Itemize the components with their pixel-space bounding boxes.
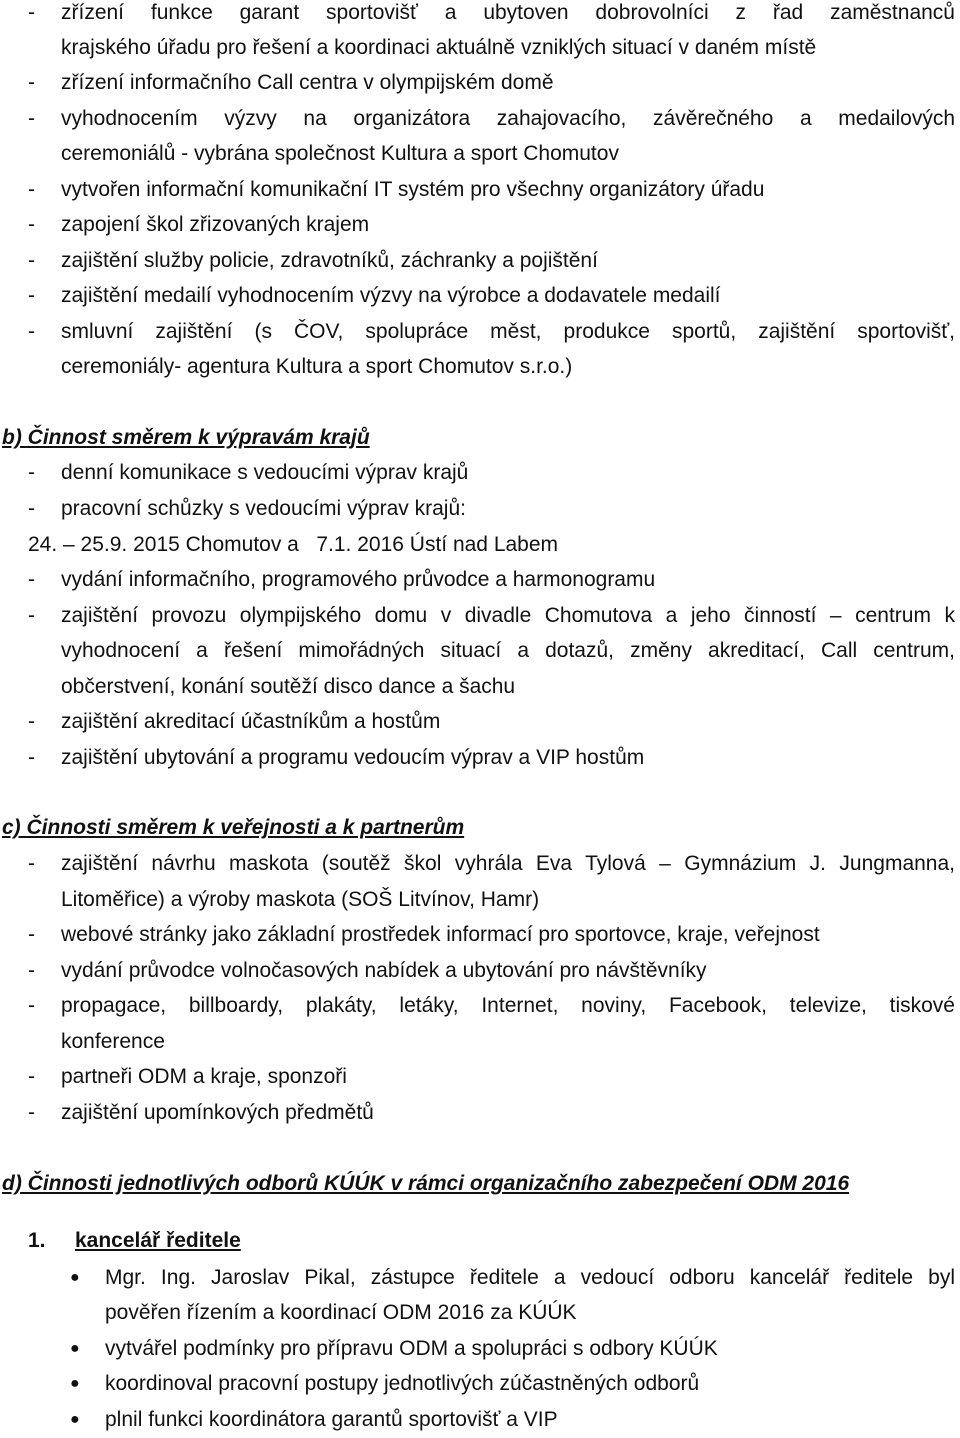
section-heading-c: c) Činnosti směrem k veřejnosti a k partnerům bbox=[2, 816, 465, 839]
dash: - bbox=[28, 852, 35, 875]
list-item-line: zajištění akreditací účastníkům a hostům bbox=[61, 710, 441, 733]
bullet-icon: ● bbox=[70, 1375, 80, 1392]
list-item-line: zapojení škol zřizovaných krajem bbox=[61, 213, 370, 236]
dash: - bbox=[28, 461, 35, 484]
dash: - bbox=[28, 213, 35, 236]
list-item-line: vyhodnocením výzvy na organizátora zahajovacího, závěrečného a medailových bbox=[61, 107, 955, 130]
list-item-line: vydání průvodce volnočasových nabídek a ubytování pro návštěvníky bbox=[61, 959, 707, 982]
list-item-line: denní komunikace s vedoucími výprav krajů bbox=[61, 461, 469, 484]
dash: - bbox=[28, 1065, 35, 1088]
list-item-line: zajištění medailí vyhodnocením výzvy na výrobce a dodavatele medailí bbox=[61, 284, 721, 307]
list-item-line: krajského úřadu pro řešení a koordinaci aktuálně vzniklých situací v daném místě bbox=[61, 36, 817, 59]
dash: - bbox=[28, 994, 35, 1017]
list-item-line: zajištění služby policie, zdravotníků, záchranky a pojištění bbox=[61, 249, 598, 272]
list-item-line: pracovní schůzky s vedoucími výprav krajů: bbox=[61, 497, 466, 520]
list-item-line: konference bbox=[61, 1030, 165, 1053]
dash: - bbox=[28, 746, 35, 769]
list-item-line: Litoměřice) a výroby maskota (SOŠ Litvínov, Hamr) bbox=[61, 888, 540, 911]
list-item-line: zřízení funkce garant sportovišť a ubytoven dobrovolníci z řad zaměstnanců bbox=[61, 1, 955, 24]
dash: - bbox=[28, 568, 35, 591]
dash: - bbox=[28, 1101, 35, 1124]
list-item-line: ceremoniálů - vybrána společnost Kultura a sport Chomutov bbox=[61, 142, 619, 165]
list-item-line: vyhodnocení a řešení mimořádných situací a dotazů, změny akreditací, Call centrum, bbox=[61, 639, 955, 662]
dash: - bbox=[28, 604, 35, 627]
bullet-icon: ● bbox=[70, 1340, 80, 1357]
list-item-line: občerstvení, konání soutěží disco dance a šachu bbox=[61, 675, 516, 698]
bullet-icon: ● bbox=[70, 1411, 80, 1428]
list-item-line: vytvořen informační komunikační IT systém pro všechny organizátory úřadu bbox=[61, 178, 765, 201]
section-heading-b: b) Činnost směrem k výpravám krajů bbox=[2, 426, 370, 449]
bullet-item-line: koordinoval pracovní postupy jednotlivých zúčastněných odborů bbox=[105, 1372, 700, 1395]
list-item-line: webové stránky jako základní prostředek informací pro sportovce, kraje, veřejnost bbox=[61, 923, 820, 946]
dash: - bbox=[28, 1, 35, 24]
list-item-line: zajištění ubytování a programu vedoucím výprav a VIP hostům bbox=[61, 746, 645, 769]
dash: - bbox=[28, 923, 35, 946]
list-item-line: ceremoniály- agentura Kultura a sport Chomutov s.r.o.) bbox=[61, 355, 573, 378]
dash: - bbox=[28, 107, 35, 130]
meeting-dates: 24. – 25.9. 2015 Chomutov a 7.1. 2016 Ústí nad Labem bbox=[28, 533, 559, 556]
subsection-heading: kancelář ředitele bbox=[75, 1229, 241, 1252]
dash: - bbox=[28, 284, 35, 307]
list-item-line: partneři ODM a kraje, sponzoři bbox=[61, 1065, 347, 1088]
subsection-number: 1. bbox=[28, 1229, 46, 1252]
list-item-line: zajištění návrhu maskota (soutěž škol vyhrála Eva Tylová – Gymnázium J. Jungmanna, bbox=[61, 852, 955, 875]
list-item-line: vydání informačního, programového průvodce a harmonogramu bbox=[61, 568, 656, 591]
dash: - bbox=[28, 497, 35, 520]
dash: - bbox=[28, 178, 35, 201]
bullet-icon: ● bbox=[70, 1269, 80, 1286]
list-item-line: zajištění provozu olympijského domu v divadle Chomutova a jeho činností – centrum k bbox=[61, 604, 955, 627]
bullet-item-line: vytvářel podmínky pro přípravu ODM a spolupráci s odbory KÚÚK bbox=[105, 1337, 718, 1360]
dash: - bbox=[28, 71, 35, 94]
bullet-item-line: Mgr. Ing. Jaroslav Pikal, zástupce ředitele a vedoucí odboru kancelář ředitele byl bbox=[105, 1266, 955, 1289]
dash: - bbox=[28, 959, 35, 982]
section-heading-d: d) Činnosti jednotlivých odborů KÚÚK v rámci organizačního zabezpečení ODM 2016 bbox=[2, 1172, 850, 1195]
list-item-line: propagace, billboardy, plakáty, letáky, Internet, noviny, Facebook, televize, tiskové bbox=[61, 994, 955, 1017]
list-item-line: smluvní zajištění (s ČOV, spolupráce měst, produkce sportů, zajištění sportovišť, bbox=[61, 320, 955, 343]
list-item-line: zřízení informačního Call centra v olympijském domě bbox=[61, 71, 554, 94]
dash: - bbox=[28, 249, 35, 272]
bullet-item-line: pověřen řízením a koordinací ODM 2016 za KÚÚK bbox=[105, 1301, 577, 1324]
dash: - bbox=[28, 320, 35, 343]
dash: - bbox=[28, 710, 35, 733]
bullet-item-line: plnil funkci koordinátora garantů sportovišť a VIP bbox=[105, 1408, 558, 1431]
list-item-line: zajištění upomínkových předmětů bbox=[61, 1101, 374, 1124]
